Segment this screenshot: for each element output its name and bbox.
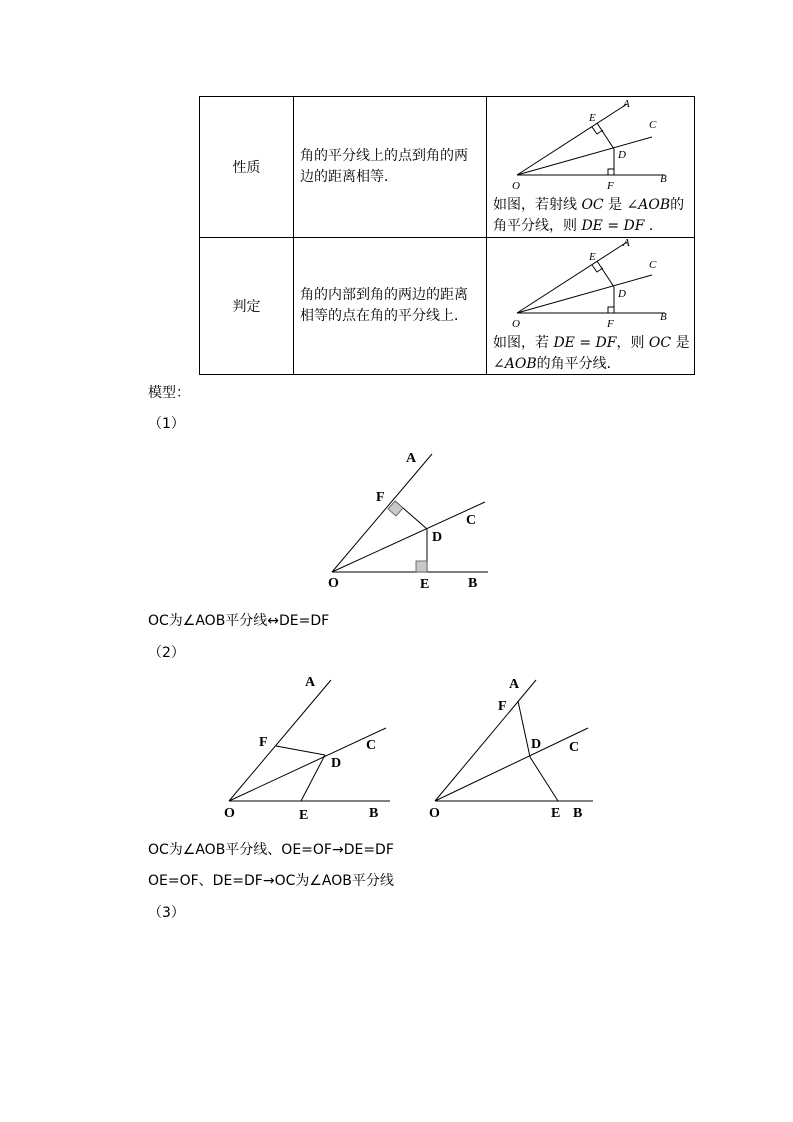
label-o: O — [224, 806, 235, 821]
caption-text: 是 — [675, 335, 690, 351]
caption-angle: ∠AOB — [626, 197, 671, 213]
figure-cell — [487, 97, 695, 238]
label-b: B — [660, 173, 667, 185]
model-2-right-figure — [425, 670, 605, 825]
label-o: O — [429, 806, 440, 821]
label-c: C — [366, 738, 377, 753]
label-a: A — [623, 238, 630, 249]
label-o: O — [328, 576, 339, 591]
caption-text: 是 — [608, 197, 623, 213]
label-f: F — [376, 490, 385, 505]
label-c: C — [649, 259, 657, 271]
label-d: D — [618, 149, 626, 161]
row-name: 性质 — [200, 97, 294, 238]
caption-ray: OC — [648, 335, 672, 351]
model-2-statement-2: OE=OF、DE=DF→OC为∠AOB平分线 — [148, 873, 394, 889]
label-e: E — [299, 808, 309, 823]
label-o: O — [512, 318, 520, 330]
label-e: E — [551, 806, 561, 821]
caption-text: ． — [648, 218, 663, 234]
caption-ray: OC — [581, 197, 604, 213]
label-d: D — [331, 756, 342, 771]
model-2-number: （2） — [148, 645, 185, 661]
row-name: 判定 — [200, 238, 294, 375]
caption-text: 如图，若射线 — [493, 197, 577, 213]
label-f: F — [259, 735, 268, 750]
label-a: A — [406, 451, 417, 466]
label-f: F — [607, 180, 614, 192]
label-b: B — [660, 311, 667, 323]
property-table — [199, 96, 695, 375]
row-description: 角的内部到角的两边的距离相等的点在角的平分线上． — [294, 238, 487, 375]
model-2-left-figure — [220, 670, 400, 825]
label-b: B — [468, 576, 478, 591]
caption-text: 的角平分线． — [536, 356, 621, 372]
label-d: D — [531, 737, 542, 752]
label-a: A — [509, 677, 520, 692]
figure-cell — [487, 238, 695, 375]
label-e: E — [589, 112, 596, 124]
models-heading: 模型： — [148, 385, 190, 401]
label-e: E — [420, 577, 430, 592]
label-c: C — [649, 119, 657, 131]
model-3-number: （3） — [148, 905, 185, 921]
label-f: F — [607, 318, 614, 330]
label-c: C — [466, 513, 477, 528]
label-c: C — [569, 740, 580, 755]
caption-angle: ∠AOB — [493, 356, 537, 372]
model-1-figure — [320, 440, 520, 595]
figure-caption — [493, 333, 693, 375]
label-b: B — [573, 806, 583, 821]
model-1-number: （1） — [148, 416, 185, 432]
label-a: A — [305, 675, 316, 690]
row-description: 角的平分线上的点到角的两边的距离相等． — [294, 97, 487, 238]
caption-text: 如图，若 — [493, 335, 549, 351]
table-row — [200, 238, 695, 375]
model-2-statement-1: OC为∠AOB平分线、OE=OF→DE=DF — [148, 842, 394, 858]
label-b: B — [369, 806, 379, 821]
table-row — [200, 97, 695, 238]
figure-caption — [493, 195, 693, 237]
caption-text: ，则 — [616, 335, 645, 351]
label-d: D — [432, 530, 443, 545]
label-d: D — [618, 288, 626, 300]
caption-equation: DE = DF — [553, 335, 617, 351]
model-1-statement: OC为∠AOB平分线↔DE=DF — [148, 613, 330, 629]
caption-text: 的角平分线，则 — [493, 197, 685, 234]
label-e: E — [589, 251, 596, 263]
label-o: O — [512, 180, 520, 192]
caption-equation: DE = DF — [581, 218, 645, 234]
label-a: A — [623, 98, 630, 110]
label-f: F — [498, 699, 507, 714]
